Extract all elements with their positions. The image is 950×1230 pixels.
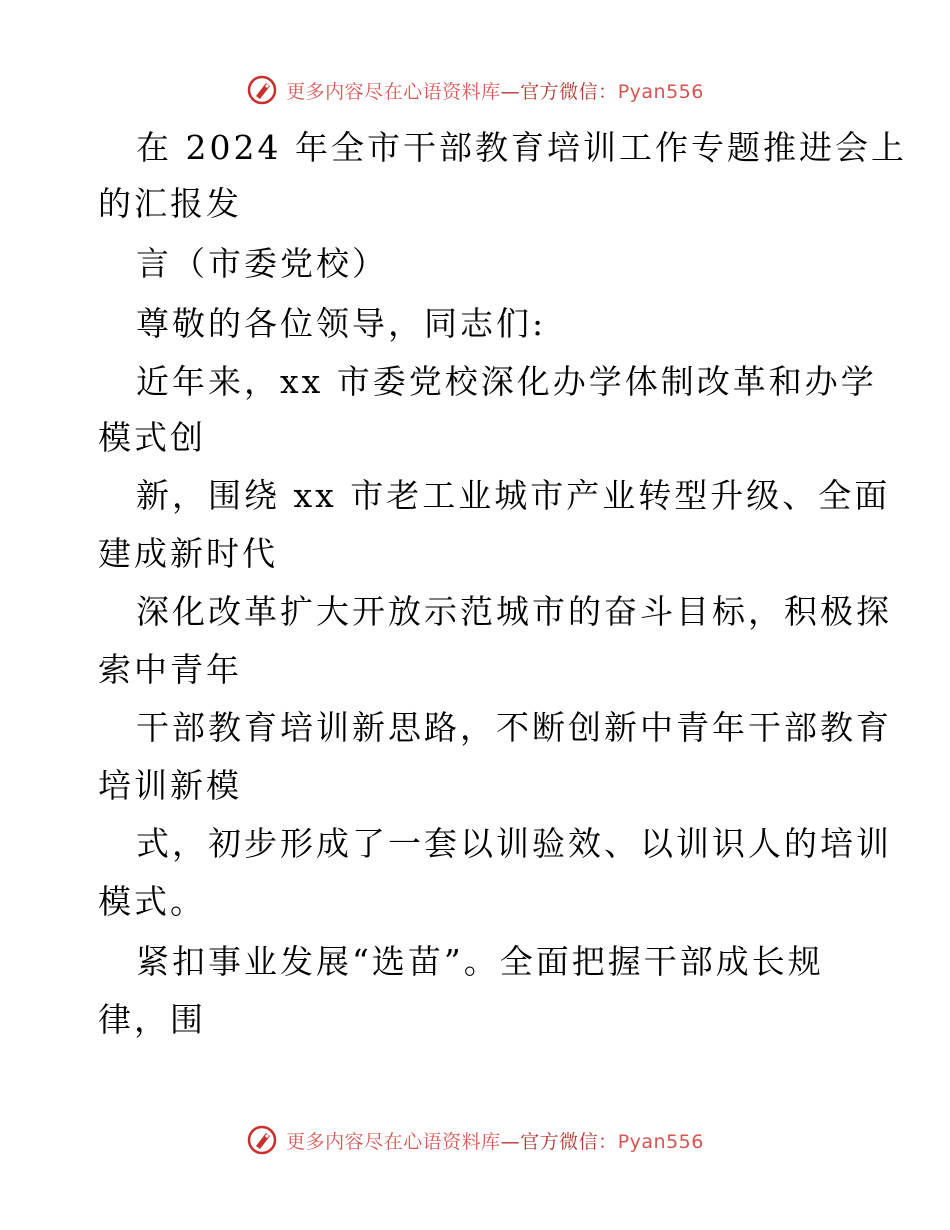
text-line: 模式创 xyxy=(98,418,206,457)
text-line: 建成新时代 xyxy=(98,534,278,573)
header-watermark xyxy=(0,70,950,110)
text-line: 言（市委党校） xyxy=(136,244,388,283)
text-line: 模式。 xyxy=(98,882,206,921)
watermark-text xyxy=(286,1127,704,1154)
text-line: 律，围 xyxy=(98,1000,206,1039)
watermark-main: 更多内容尽在心语资料库 xyxy=(286,80,501,103)
watermark-main: 更多内容尽在心语资料库 xyxy=(286,1130,501,1153)
watermark-id: Pyan556 xyxy=(617,1130,704,1153)
pen-nib-circle-icon xyxy=(246,74,278,106)
watermark-separator: —官方微信： xyxy=(500,1130,618,1153)
text-line: 式，初步形成了一套以训验效、以训识人的培训 xyxy=(136,824,892,863)
watermark-separator: —官方微信： xyxy=(500,80,618,103)
text-line: 近年来，xx 市委党校深化办学体制改革和办学 xyxy=(136,362,877,401)
text-line: 在 2024 年全市干部教育培训工作专题推进会上 xyxy=(136,128,907,167)
text-line: 的汇报发 xyxy=(98,184,242,223)
text-line: 新，围绕 xx 市老工业城市产业转型升级、全面 xyxy=(136,476,891,515)
watermark-id: Pyan556 xyxy=(617,80,704,103)
footer-watermark xyxy=(0,1120,950,1160)
text-line: 紧扣事业发展“选苗”。全面把握干部成长规 xyxy=(136,942,824,981)
text-line: 深化改革扩大开放示范城市的奋斗目标，积极探 xyxy=(136,592,892,631)
text-line: 索中青年 xyxy=(98,650,242,689)
text-line: 尊敬的各位领导，同志们: xyxy=(136,304,547,343)
text-line: 干部教育培训新思路，不断创新中青年干部教育 xyxy=(136,708,892,747)
watermark-text xyxy=(286,77,704,104)
text-line: 培训新模 xyxy=(98,766,242,805)
pen-nib-circle-icon xyxy=(246,1124,278,1156)
